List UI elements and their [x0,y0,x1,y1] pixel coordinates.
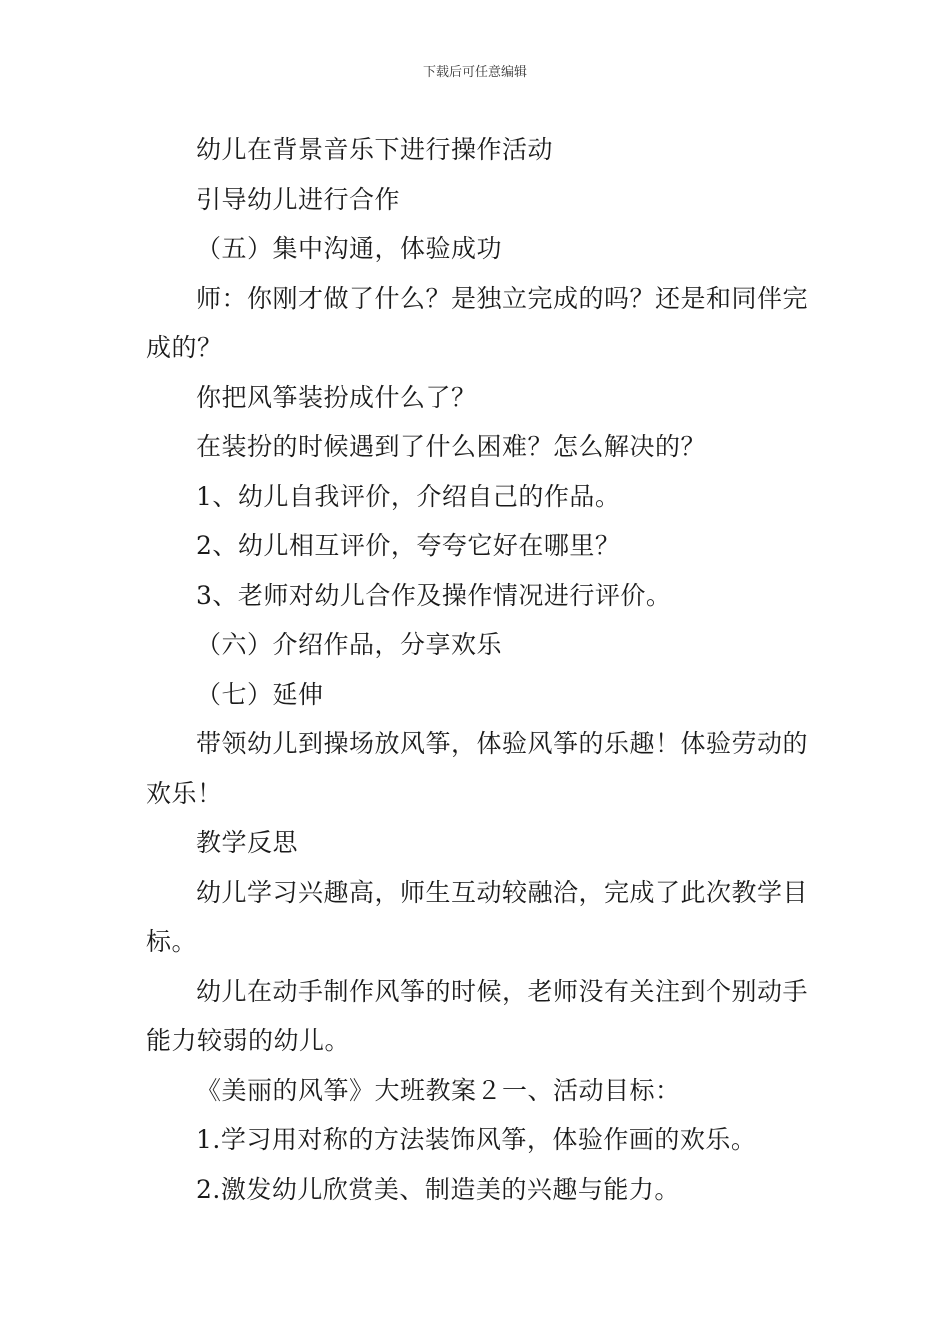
section-heading: （七）延伸 [196,679,324,709]
paragraph: 幼儿在背景音乐下进行操作活动 [196,135,554,164]
list-item: 2、幼儿相互评价，夸夸它好在哪里？ [196,531,621,560]
paragraph: 幼儿学习兴趣高，师生互动较融洽，完成了此次教学目标。 [146,877,809,956]
section-heading: 教学反思 [196,828,299,857]
paragraph: 带领幼儿到操场放风筝，体验风筝的乐趣！体验劳动的欢乐！ [146,729,809,808]
list-item: 3、老师对幼儿合作及操作情况进行评价。 [196,580,672,610]
paragraph: 师：你刚才做了什么？是独立完成的吗？还是和同伴完成的？ [146,283,809,362]
paragraph: 在装扮的时候遇到了什么困难？怎么解决的？ [196,432,707,461]
page-header: 下载后可任意编辑 [422,65,527,80]
paragraph: 幼儿在动手制作风筝的时候，老师没有关注到个别动手能力较弱的幼儿。 [146,976,809,1055]
paragraph: 引导幼儿进行合作 [196,184,401,214]
list-item: 1、幼儿自我评价，介绍自己的作品。 [196,481,621,511]
section-heading: （五）集中沟通，体验成功 [196,234,503,263]
list-item: 2.激发幼儿欣赏美、制造美的兴趣与能力。 [196,1174,680,1204]
document-body [146,125,811,1214]
section-heading: （六）介绍作品，分享欢乐 [196,630,503,659]
paragraph: 你把风筝装扮成什么了？ [196,382,477,412]
paragraph: 《美丽的风筝》大班教案２一、活动目标： [196,1075,681,1105]
list-item: 1.学习用对称的方法装饰风筝，体验作画的欢乐。 [196,1125,757,1154]
